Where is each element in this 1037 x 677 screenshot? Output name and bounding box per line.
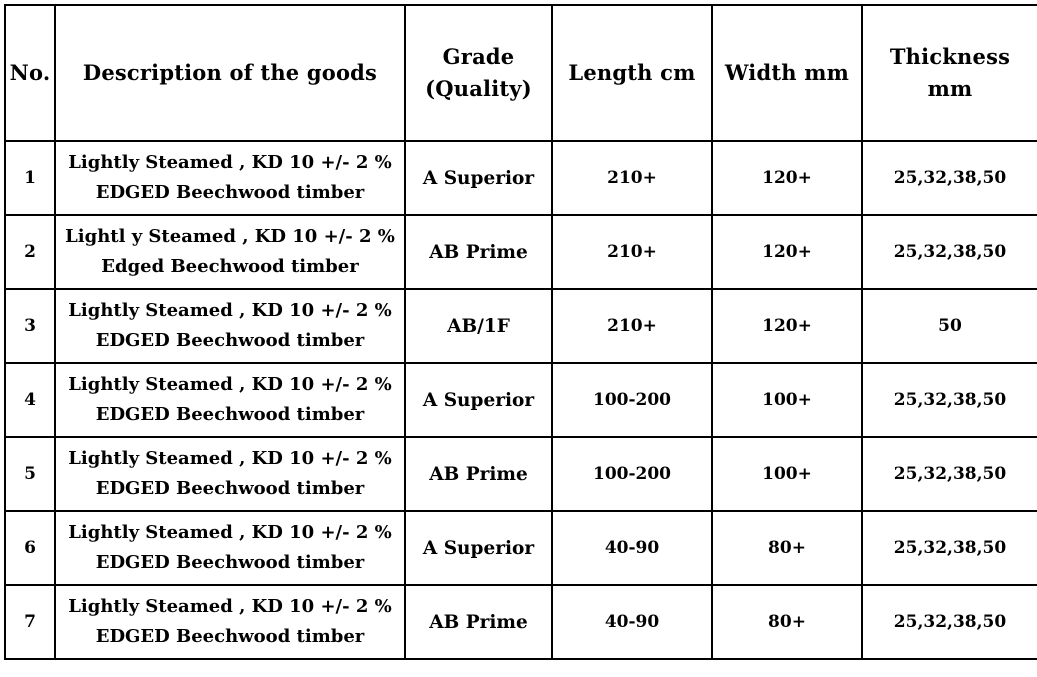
table-row [5,437,1037,511]
cell-grade: AB/1F [405,289,552,363]
cell-width: 120+ [712,215,862,289]
cell-no: 3 [5,289,55,363]
table-row [5,141,1037,215]
cell-length: 40-90 [552,585,712,659]
description-line2: EDGED Beechwood timber [95,478,365,499]
description-line2: Edged Beechwood timber [101,256,359,277]
header-grade-line2: (Quality) [425,76,532,101]
table-row [5,215,1037,289]
header-thickness-line1: Thickness [889,44,1011,69]
cell-grade: A Superior [405,511,552,585]
cell-length: 210+ [552,141,712,215]
description-line1: Lightly Steamed , KD 10 +/- 2 % [68,448,392,469]
cell-length: 100-200 [552,437,712,511]
header-thickness [862,5,1037,141]
header-description: Description of the goods [55,5,405,141]
cell-description [55,585,405,659]
cell-thickness: 50 [862,289,1037,363]
cell-length: 100-200 [552,363,712,437]
cell-description [55,215,405,289]
header-no: No. [5,5,55,141]
description-line2: EDGED Beechwood timber [95,552,365,573]
cell-no: 6 [5,511,55,585]
cell-length: 210+ [552,215,712,289]
cell-width: 100+ [712,437,862,511]
table-row [5,511,1037,585]
table-body [5,141,1037,659]
cell-width: 80+ [712,511,862,585]
goods-table [4,4,1037,660]
header-grade [405,5,552,141]
description-line1: Lightly Steamed , KD 10 +/- 2 % [68,152,392,173]
cell-grade: A Superior [405,363,552,437]
header-length: Length cm [552,5,712,141]
cell-no: 5 [5,437,55,511]
cell-description [55,141,405,215]
cell-length: 40-90 [552,511,712,585]
description-line2: EDGED Beechwood timber [95,626,365,647]
cell-no: 1 [5,141,55,215]
description-line1: Lightly Steamed , KD 10 +/- 2 % [68,596,392,617]
cell-width: 120+ [712,289,862,363]
header-row [5,5,1037,141]
table-row [5,289,1037,363]
cell-width: 80+ [712,585,862,659]
cell-thickness: 25,32,38,50 [862,585,1037,659]
description-line1: Lightly Steamed , KD 10 +/- 2 % [68,300,392,321]
cell-description [55,363,405,437]
description-line1: Lightl y Steamed , KD 10 +/- 2 % [65,226,395,247]
cell-grade: AB Prime [405,215,552,289]
cell-no: 2 [5,215,55,289]
cell-grade: A Superior [405,141,552,215]
cell-thickness: 25,32,38,50 [862,511,1037,585]
cell-grade: AB Prime [405,585,552,659]
cell-width: 120+ [712,141,862,215]
description-line1: Lightly Steamed , KD 10 +/- 2 % [68,374,392,395]
cell-description [55,511,405,585]
description-line1: Lightly Steamed , KD 10 +/- 2 % [68,522,392,543]
description-line2: EDGED Beechwood timber [95,182,365,203]
cell-thickness: 25,32,38,50 [862,141,1037,215]
cell-thickness: 25,32,38,50 [862,363,1037,437]
cell-width: 100+ [712,363,862,437]
header-width: Width mm [712,5,862,141]
cell-length: 210+ [552,289,712,363]
cell-thickness: 25,32,38,50 [862,215,1037,289]
description-line2: EDGED Beechwood timber [95,404,365,425]
table-row [5,363,1037,437]
cell-grade: AB Prime [405,437,552,511]
cell-description [55,437,405,511]
table-row [5,585,1037,659]
header-grade-line1: Grade [442,44,515,69]
description-line2: EDGED Beechwood timber [95,330,365,351]
cell-no: 4 [5,363,55,437]
cell-description [55,289,405,363]
cell-thickness: 25,32,38,50 [862,437,1037,511]
cell-no: 7 [5,585,55,659]
table-header [5,5,1037,141]
header-thickness-line2: mm [927,76,973,101]
